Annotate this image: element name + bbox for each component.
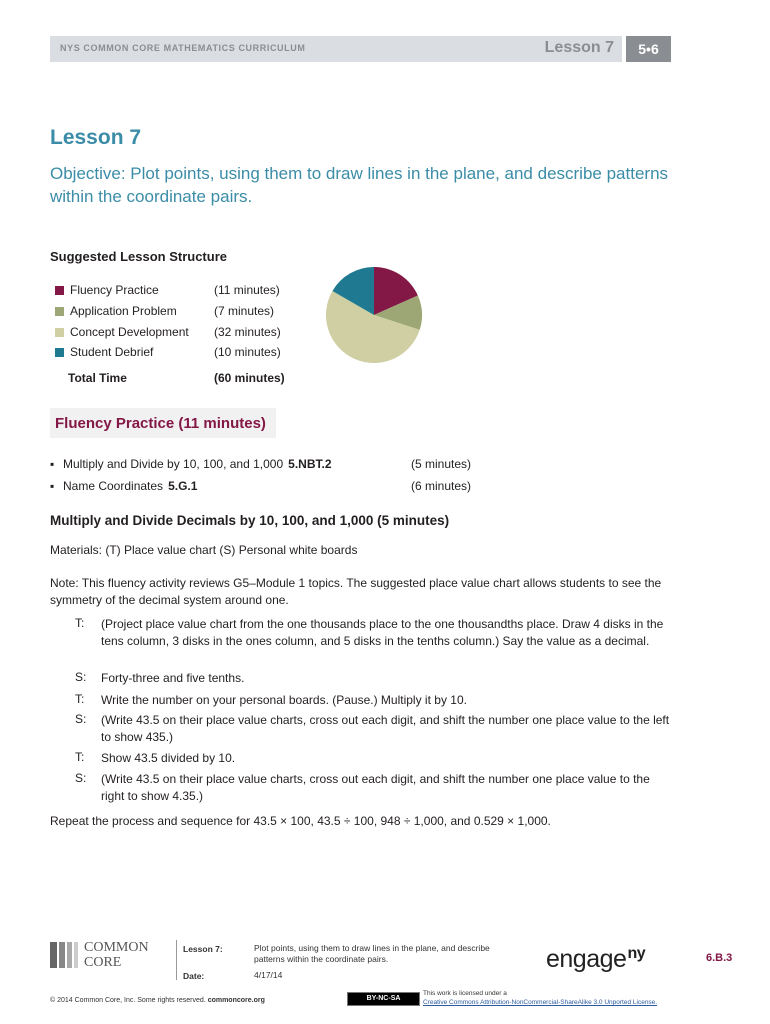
header-module-badge: 5•6 [626, 36, 671, 62]
copyright-text: © 2014 Common Core, Inc. Some rights reserved. commoncore.org [50, 997, 265, 1004]
fluency-item [50, 457, 332, 471]
license-text: This work is licensed under a [423, 990, 507, 997]
dialogue-text: Show 43.5 divided by 10. [101, 751, 236, 765]
engageny-logo: engage$^{ny}$ [546, 945, 646, 973]
dialogue-text: (Write 43.5 on their place value charts, cross out each digit, and shift the number one place value to the left to show 435.) [101, 713, 670, 744]
structure-label: Concept Development [70, 325, 189, 339]
bullet-icon: ▪ [50, 457, 55, 471]
footer-lesson-label: Lesson 7: [183, 944, 223, 954]
materials-text: Materials: (T) Place value chart (S) Personal white boards [50, 543, 358, 557]
header-lesson: Lesson 7 [544, 39, 614, 56]
license-link[interactable]: Creative Commons Attribution-NonCommercial-ShareAlike 3.0 Unported License. [423, 999, 658, 1006]
structure-heading: Suggested Lesson Structure [50, 249, 227, 264]
legend-swatch [55, 286, 64, 295]
dialogue-text: Forty-three and five tenths. [101, 671, 245, 685]
fluency-heading-box [50, 408, 276, 438]
structure-item [55, 325, 189, 339]
structure-label: Fluency Practice [70, 283, 159, 297]
structure-time: (11 minutes) [214, 283, 280, 297]
total-time-value: (60 minutes) [214, 371, 285, 385]
cc-license-badge-icon: BY-NC-SA [347, 992, 420, 1006]
footer-date-label: Date: [183, 971, 205, 981]
footer-divider [176, 940, 177, 980]
total-time-label: Total Time [68, 371, 127, 385]
dialogue-speaker: S: [75, 771, 87, 785]
repeat-text: Repeat the process and sequence for 43.5 × 100, 43.5 ÷ 100, 948 ÷ 1,000, and 0.529 × 1,000. [50, 814, 551, 828]
common-core-logo-icon [50, 942, 80, 968]
dialogue-speaker: T: [75, 692, 85, 706]
legend-swatch [55, 307, 64, 316]
fluency-item-standard: 5.NBT.2 [288, 457, 332, 471]
footer-lesson-value: Plot points, using them to draw lines in the plane, and describe patterns within the coordinate pairs. [254, 943, 490, 964]
dialogue-speaker: S: [75, 712, 87, 726]
structure-label: Student Debrief [70, 345, 154, 359]
common-core-wordmark: COMMON CORE [84, 940, 149, 970]
structure-label: Application Problem [70, 304, 177, 318]
structure-item [55, 345, 153, 359]
fluency-item-time: (5 minutes) [411, 457, 472, 471]
fluency-item-standard: 5.G.1 [168, 479, 198, 493]
structure-item [55, 283, 159, 297]
dialogue-text: Write the number on your personal boards. (Pause.) Multiply it by 10. [101, 693, 467, 707]
legend-swatch [55, 328, 64, 337]
fluency-heading: Fluency Practice (11 minutes) [55, 415, 266, 432]
fluency-item-time: (6 minutes) [411, 479, 472, 493]
page-code: 6.B.3 [706, 952, 733, 964]
lesson-structure-pie-chart [324, 265, 424, 365]
dialogue-text: (Write 43.5 on their place value charts, cross out each digit, and shift the number one place value to the right to show 4.35.) [101, 772, 650, 803]
dialogue-text: (Project place value chart from the one thousands place to the one thousandths place. Draw 4 disks in the tens column, 3 disks in the ones column, and 5 disks in the tenths column.) Say the value as a decimal. [101, 617, 664, 648]
section-heading: Multiply and Divide Decimals by 10, 100, and 1,000 (5 minutes) [50, 513, 450, 528]
header-bar [50, 36, 622, 62]
note-text: Note: This fluency activity reviews G5–Module 1 topics. The suggested place value chart allows students to see the symmetry of the decimal system around one. [50, 576, 662, 607]
lesson-objective: Objective: Plot points, using them to draw lines in the plane, and describe patterns within the coordinate pairs. [50, 164, 669, 206]
bullet-icon: ▪ [50, 479, 55, 493]
structure-time: (32 minutes) [214, 325, 281, 339]
dialogue-speaker: T: [75, 750, 85, 764]
lesson-title: Lesson 7 [50, 126, 142, 149]
structure-time: (10 minutes) [214, 345, 281, 359]
legend-swatch [55, 348, 64, 357]
curriculum-title: NYS COMMON CORE MATHEMATICS CURRICULUM [60, 43, 306, 53]
dialogue-speaker: T: [75, 616, 85, 630]
structure-time: (7 minutes) [214, 304, 275, 318]
dialogue-speaker: S: [75, 670, 87, 684]
structure-item [55, 304, 177, 318]
fluency-item [50, 479, 197, 493]
footer-date-value: 4/17/14 [254, 970, 283, 980]
fluency-item-text: Multiply and Divide by 10, 100, and 1,000 [63, 457, 284, 471]
fluency-item-text: Name Coordinates [63, 479, 164, 493]
